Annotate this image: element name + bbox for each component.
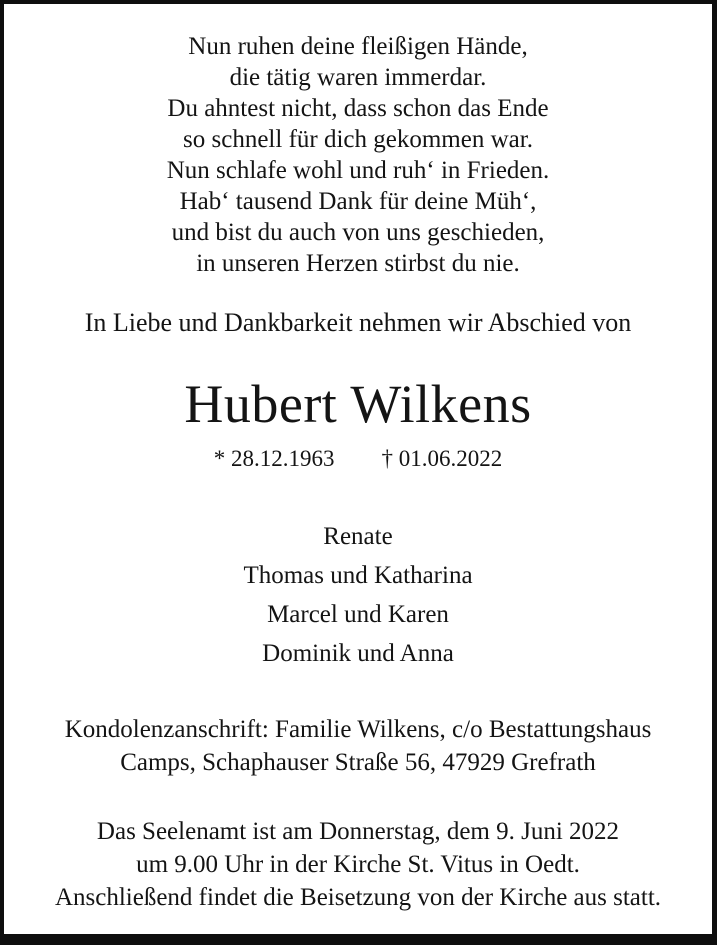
poem-line: Hab‘ tausend Dank für deine Müh‘,: [179, 188, 537, 215]
condolence-address: [4, 713, 712, 779]
poem-line: und bist du auch von uns geschieden,: [171, 219, 545, 246]
mourner-name: Dominik und Anna: [262, 640, 454, 667]
poem-line: so schnell für dich gekommen war.: [183, 126, 533, 153]
mourners-list: [4, 517, 712, 673]
service-line: Anschließend findet die Beisetzung von der Kirche aus statt.: [54, 884, 662, 911]
farewell-intro: In Liebe und Dankbarkeit nehmen wir Abschied von: [84, 308, 632, 337]
mourner-name: Thomas und Katharina: [243, 562, 473, 589]
condolence-line: Camps, Schaphauser Straße 56, 47929 Grefrath: [120, 749, 596, 776]
poem-line: Nun ruhen deine fleißigen Hände,: [188, 33, 528, 60]
funeral-service-info: [4, 815, 712, 914]
memorial-poem: [4, 31, 712, 279]
condolence-line: Kondolenzanschrift: Familie Wilkens, c/o Bestattungshaus: [64, 716, 652, 743]
poem-line: die tätig waren immerdar.: [229, 64, 487, 91]
service-line: Das Seelenamt ist am Donnerstag, dem 9. Juni 2022: [96, 818, 620, 845]
poem-line: in unseren Herzen stirbst du nie.: [196, 250, 520, 277]
service-line: um 9.00 Uhr in der Kirche St. Vitus in Oedt.: [136, 851, 580, 878]
poem-line: Nun schlafe wohl und ruh‘ in Frieden.: [166, 157, 550, 184]
life-dates: [4, 444, 712, 473]
mourner-name: Renate: [323, 523, 393, 550]
birth-date: * 28.12.1963: [213, 446, 335, 471]
deceased-name: Hubert Wilkens: [184, 374, 532, 434]
death-date: † 01.06.2022: [381, 446, 503, 471]
poem-line: Du ahntest nicht, dass schon das Ende: [167, 95, 549, 122]
mourner-name: Marcel und Karen: [267, 601, 449, 628]
